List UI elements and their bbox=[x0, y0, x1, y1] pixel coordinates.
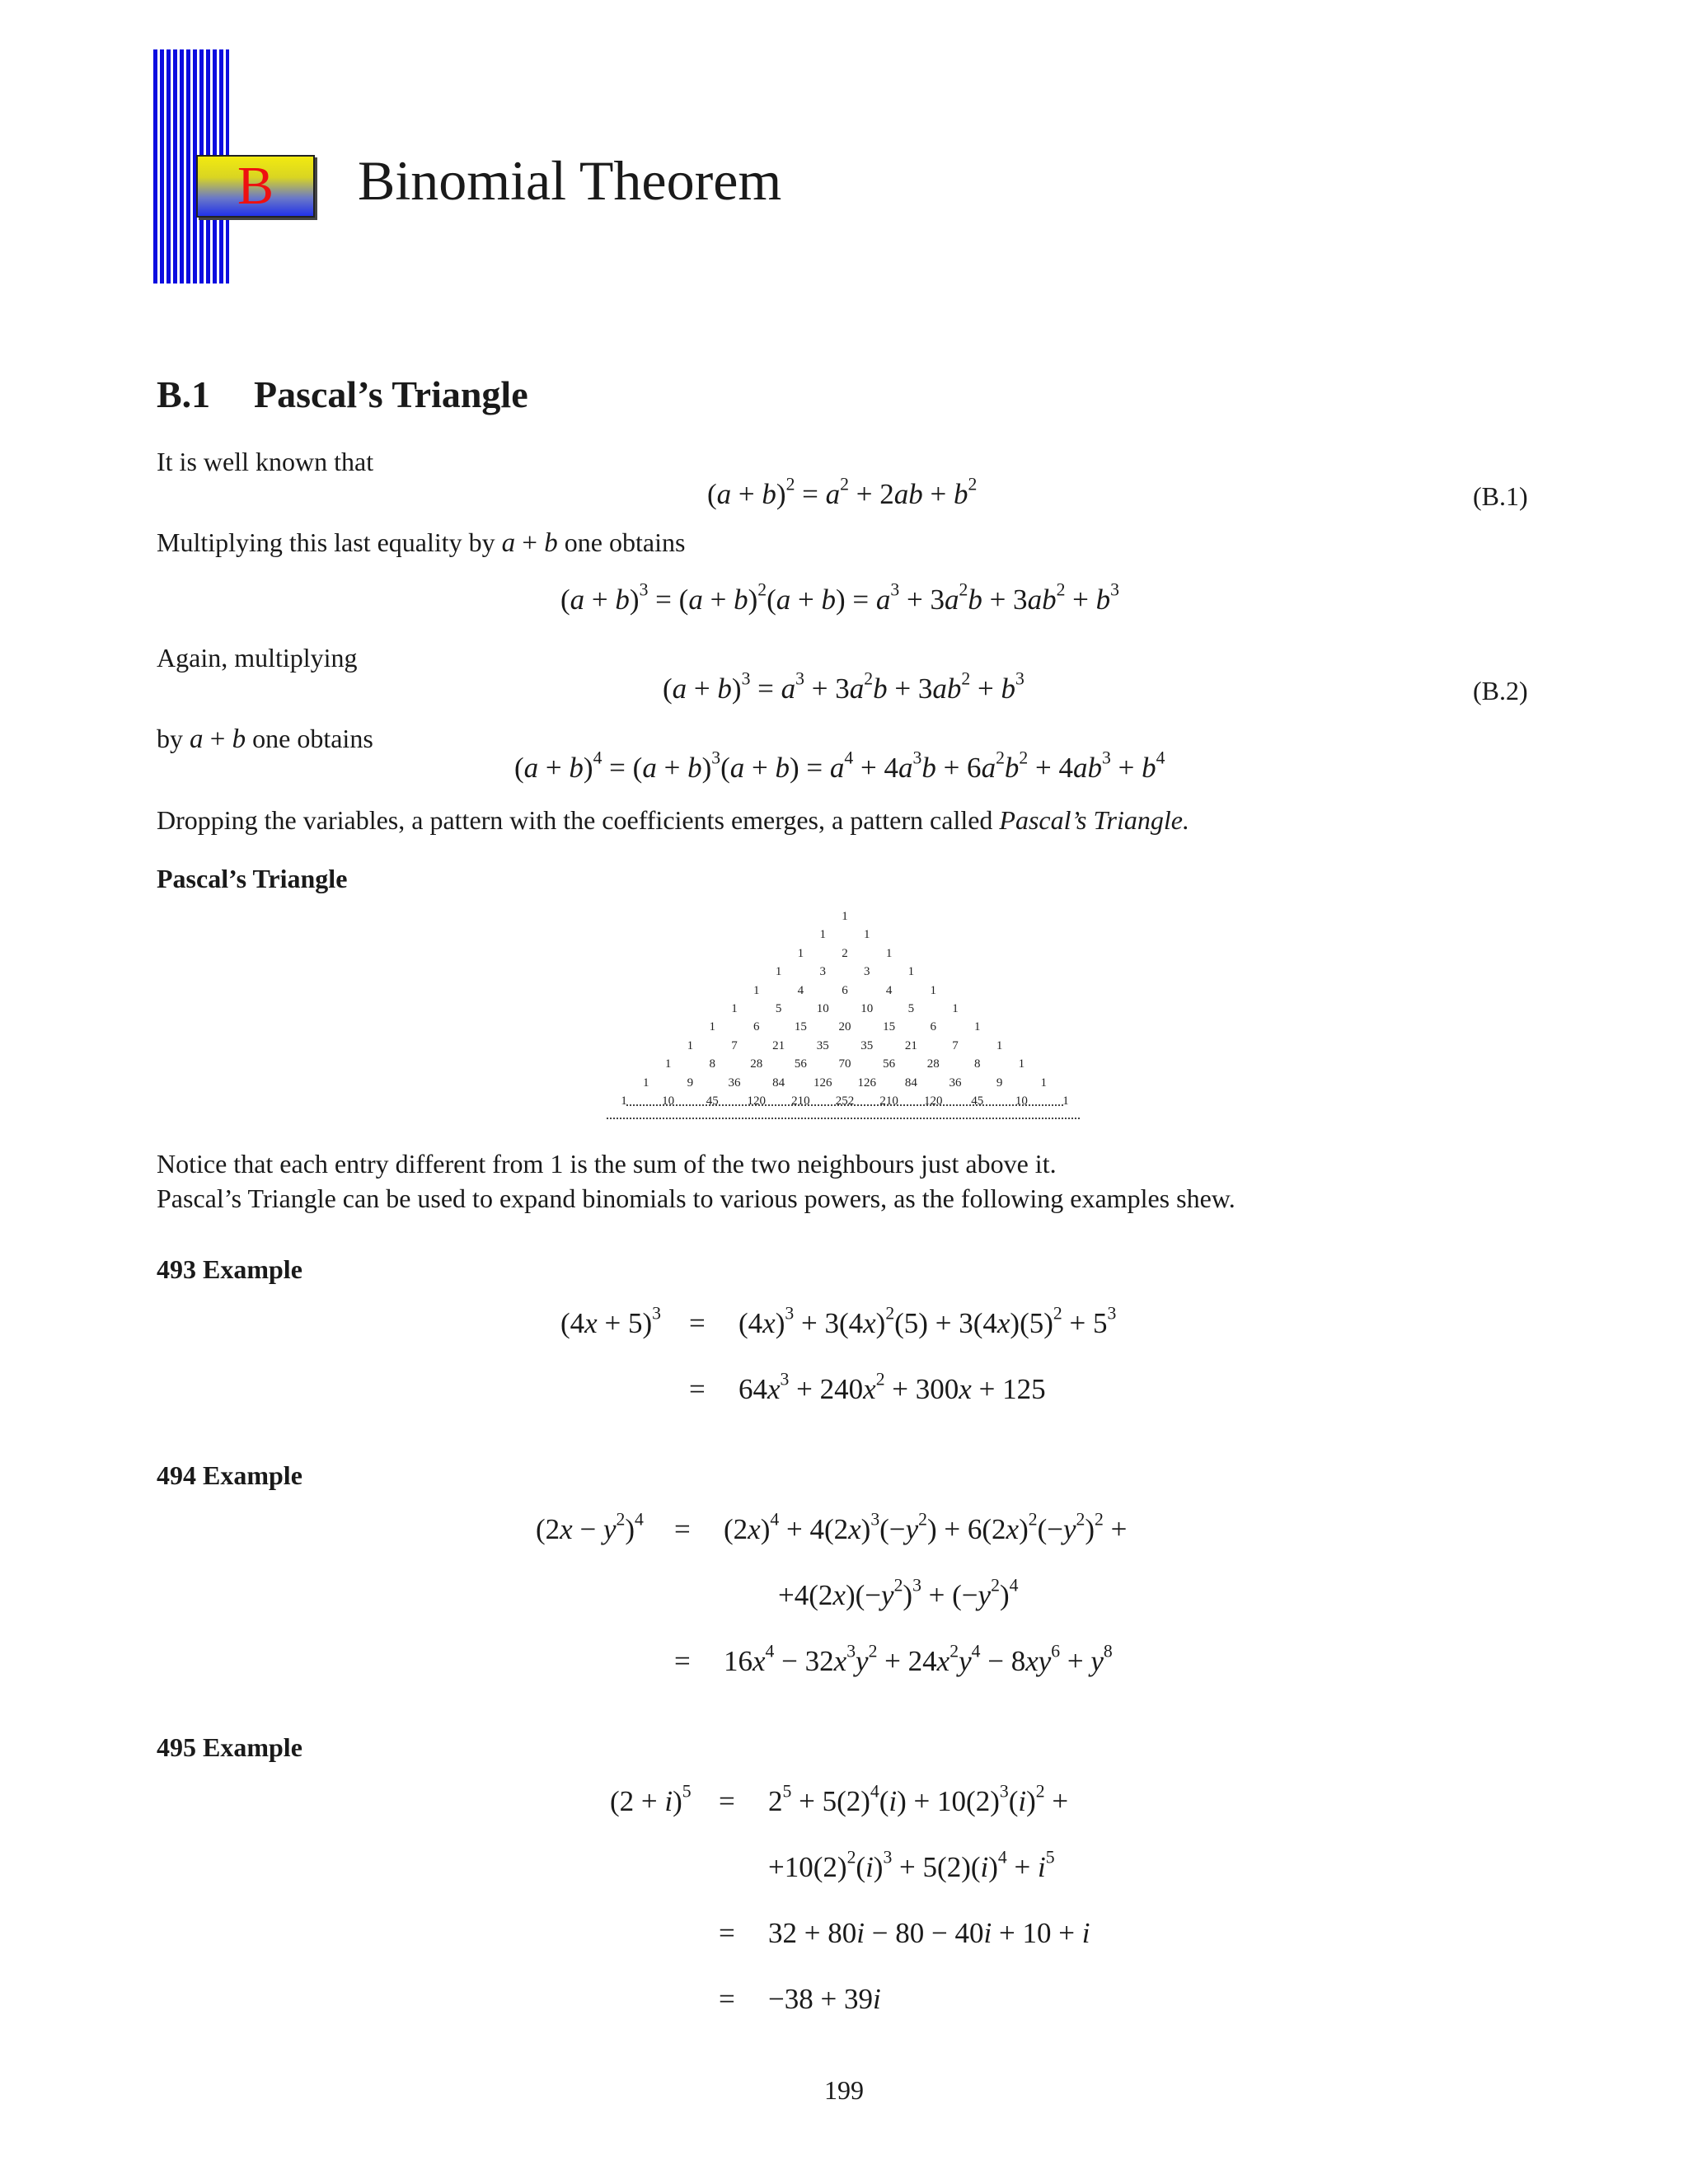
example-494-label: 494 Example bbox=[157, 1460, 302, 1490]
paragraph-multiplying: Multiplying this last equality by a + b one obtains bbox=[157, 527, 686, 558]
pascal-entry: 1 bbox=[1018, 1057, 1025, 1071]
pascal-entry: 1 bbox=[930, 983, 936, 997]
pascal-entry: 21 bbox=[904, 1038, 917, 1052]
pascal-entry: 6 bbox=[842, 983, 848, 997]
example-495-rhs-4: −38 + 39i bbox=[768, 1983, 881, 2015]
pascal-entry: 1 bbox=[1040, 1076, 1047, 1090]
pascal-entry: 3 bbox=[864, 965, 870, 979]
example-495-label: 495 Example bbox=[157, 1732, 302, 1762]
example-495-rhs-1: $2^5 + 5(2)^4(i) + 10(2)^3(i)^2$ + bbox=[768, 1781, 1069, 1817]
paragraph-expand: Pascal’s Triangle can be used to expand binomials to various powers, as the following examples shew. bbox=[157, 1183, 1236, 1213]
page-number: 199 bbox=[824, 2075, 864, 2105]
pascal-entry: 1 bbox=[996, 1038, 1003, 1052]
pascal-entry: 5 bbox=[907, 1002, 915, 1015]
example-494-lhs: $(2x - y^2)^4$ bbox=[536, 1509, 644, 1545]
pascal-entry: 9 bbox=[996, 1076, 1003, 1090]
pascal-entry: 1 bbox=[907, 965, 915, 979]
example-495-equals-3: = bbox=[719, 1983, 735, 2015]
pascal-entry: 4 bbox=[797, 983, 804, 997]
pascal-entry: 3 bbox=[819, 965, 826, 979]
pascal-entry: 252 bbox=[835, 1094, 855, 1108]
pascal-entry: 1 bbox=[775, 965, 782, 979]
pascal-entry: 8 bbox=[709, 1057, 715, 1071]
pascal-entry: 1 bbox=[842, 910, 848, 923]
paragraph-by: by a + b one obtains bbox=[157, 724, 373, 754]
example-493-lhs: $(4x + 5)^3$ bbox=[560, 1303, 661, 1339]
paragraph-again: Again, multiplying bbox=[157, 643, 358, 673]
pascal-entry: 1 bbox=[687, 1038, 694, 1052]
pascal-entry: 28 bbox=[926, 1057, 940, 1071]
equation-b1: $(a + b)^2 = a^2 + 2ab + b^2$ bbox=[707, 474, 978, 510]
pascal-entry: 1 bbox=[974, 1020, 981, 1034]
paragraph-notice: Notice that each entry different from 1 is the sum of the two neighbours just above it. bbox=[157, 1149, 1057, 1179]
example-495-rhs-3: 32 + 80i − 80 − 40i + 10 + i bbox=[768, 1917, 1090, 1949]
pascal-entry: 7 bbox=[952, 1038, 959, 1052]
pascal-entry: 36 bbox=[728, 1076, 741, 1090]
pascal-entry: 126 bbox=[857, 1076, 877, 1090]
pascal-entry: 210 bbox=[879, 1094, 898, 1108]
pascal-entry: 28 bbox=[750, 1057, 763, 1071]
pascal-entry: 84 bbox=[904, 1076, 917, 1090]
example-494-rhs-1: $(2x)^4 + 4(2x)^3(-y^2) + 6(2x)^2(-y^2)^2$ + bbox=[724, 1509, 1128, 1545]
example-494-equals-1: = bbox=[674, 1513, 691, 1545]
pascal-entry: 6 bbox=[930, 1020, 936, 1034]
pascal-entry: 70 bbox=[838, 1057, 851, 1071]
pascal-entry: 1 bbox=[709, 1020, 715, 1034]
pascal-entry: 56 bbox=[794, 1057, 807, 1071]
example-494-rhs-3: $16x^4 - 32x^3y^2 + 24x^2y^4 - 8xy^6 + y^8$ bbox=[724, 1641, 1113, 1677]
example-493-rhs-2: $64x^3 + 240x^2 + 300x + 125$ bbox=[738, 1369, 1046, 1405]
pascal-entry: 45 bbox=[971, 1094, 984, 1108]
example-495-equals-1: = bbox=[719, 1785, 735, 1817]
pascal-entry: 56 bbox=[883, 1057, 896, 1071]
triangle-dotted-line-2 bbox=[607, 1118, 1080, 1119]
pascal-entry: 45 bbox=[706, 1094, 719, 1108]
pascal-entry: 10 bbox=[1015, 1094, 1028, 1108]
pascal-entry: 10 bbox=[662, 1094, 675, 1108]
pascal-entry: 21 bbox=[772, 1038, 785, 1052]
equation-number-b1: (B.1) bbox=[1473, 481, 1528, 511]
pascal-entry: 20 bbox=[838, 1020, 851, 1034]
equation-number-b2: (B.2) bbox=[1473, 676, 1528, 705]
pascal-entry: 4 bbox=[885, 983, 893, 997]
example-494-rhs-2: $+4(2x)(-y^2)^3 + (-y^2)^4$ bbox=[778, 1575, 1019, 1611]
paragraph-dropping: Dropping the variables, a pattern with the coefficients emerges, a pattern called Pascal’s Triangle. bbox=[157, 805, 1189, 835]
pascal-entry: 120 bbox=[747, 1094, 767, 1108]
pascal-entry: 1 bbox=[621, 1094, 627, 1108]
pascal-entry: 15 bbox=[883, 1020, 896, 1034]
pascal-entry: 1 bbox=[1062, 1094, 1069, 1108]
equation-cube-expansion: $(a + b)^3 = (a + b)^2(a + b) = a^3 + 3a^2b + 3ab^2 + b^3$ bbox=[560, 579, 1119, 616]
example-493-equals-1: = bbox=[689, 1307, 706, 1339]
pascal-entry: 15 bbox=[794, 1020, 807, 1034]
pascal-entry: 1 bbox=[864, 928, 870, 942]
pascal-entry: 10 bbox=[816, 1002, 829, 1015]
pascal-entry: 126 bbox=[813, 1076, 832, 1090]
example-493-rhs-1: $(4x)^3 + 3(4x)^2(5) + 3(4x)(5)^2 + 5^3$ bbox=[738, 1303, 1117, 1339]
pascal-entry: 210 bbox=[791, 1094, 810, 1108]
example-494-equals-2: = bbox=[674, 1645, 691, 1677]
pascal-entry: 1 bbox=[797, 946, 804, 960]
pascal-entry: 1 bbox=[664, 1057, 672, 1071]
paragraph-intro: It is well known that bbox=[157, 447, 374, 476]
pascal-entry: 1 bbox=[753, 983, 760, 997]
pascal-entry: 36 bbox=[949, 1076, 962, 1090]
equation-b2: $(a + b)^3 = a^3 + 3a^2b + 3ab^2 + b^3$ bbox=[663, 668, 1025, 705]
pascal-entry: 1 bbox=[819, 928, 826, 942]
pascal-entry: 35 bbox=[860, 1038, 874, 1052]
pascal-triangle-heading: Pascal’s Triangle bbox=[157, 864, 348, 893]
triangle-dotted-line-1 bbox=[626, 1104, 1063, 1106]
pascal-entry: 1 bbox=[952, 1002, 959, 1015]
pascal-entry: 10 bbox=[860, 1002, 874, 1015]
pascal-entry: 2 bbox=[842, 946, 848, 960]
pascal-entry: 84 bbox=[772, 1076, 785, 1090]
pascal-entry: 5 bbox=[775, 1002, 782, 1015]
pascal-entry: 8 bbox=[974, 1057, 981, 1071]
section-number: B.1 bbox=[157, 373, 211, 415]
example-495-equals-2: = bbox=[719, 1917, 735, 1949]
equation-fourth-power: $(a + b)^4 = (a + b)^3(a + b) = a^4 + 4a^3b + 6a^2b^2 + 4ab^3 + b^4$ bbox=[514, 748, 1165, 784]
section-title: Pascal’s Triangle bbox=[254, 373, 528, 415]
example-495-rhs-2: $+10(2)^2(i)^3 + 5(2)(i)^4 + i^5$ bbox=[768, 1847, 1055, 1883]
pascal-entry: 1 bbox=[731, 1002, 738, 1015]
pascal-entry: 6 bbox=[753, 1020, 760, 1034]
example-493-equals-2: = bbox=[689, 1373, 706, 1405]
pascal-entry: 120 bbox=[923, 1094, 943, 1108]
pascal-entry: 35 bbox=[816, 1038, 829, 1052]
pascal-entry: 1 bbox=[885, 946, 893, 960]
chapter-letter: B bbox=[237, 156, 274, 216]
pascal-entry: 1 bbox=[643, 1076, 649, 1090]
pascal-entry: 9 bbox=[687, 1076, 694, 1090]
example-495-lhs: $(2 + i)^5$ bbox=[610, 1781, 692, 1817]
chapter-title: Binomial Theorem bbox=[358, 149, 782, 212]
pascal-entry: 7 bbox=[731, 1038, 738, 1052]
example-493-label: 493 Example bbox=[157, 1254, 302, 1284]
